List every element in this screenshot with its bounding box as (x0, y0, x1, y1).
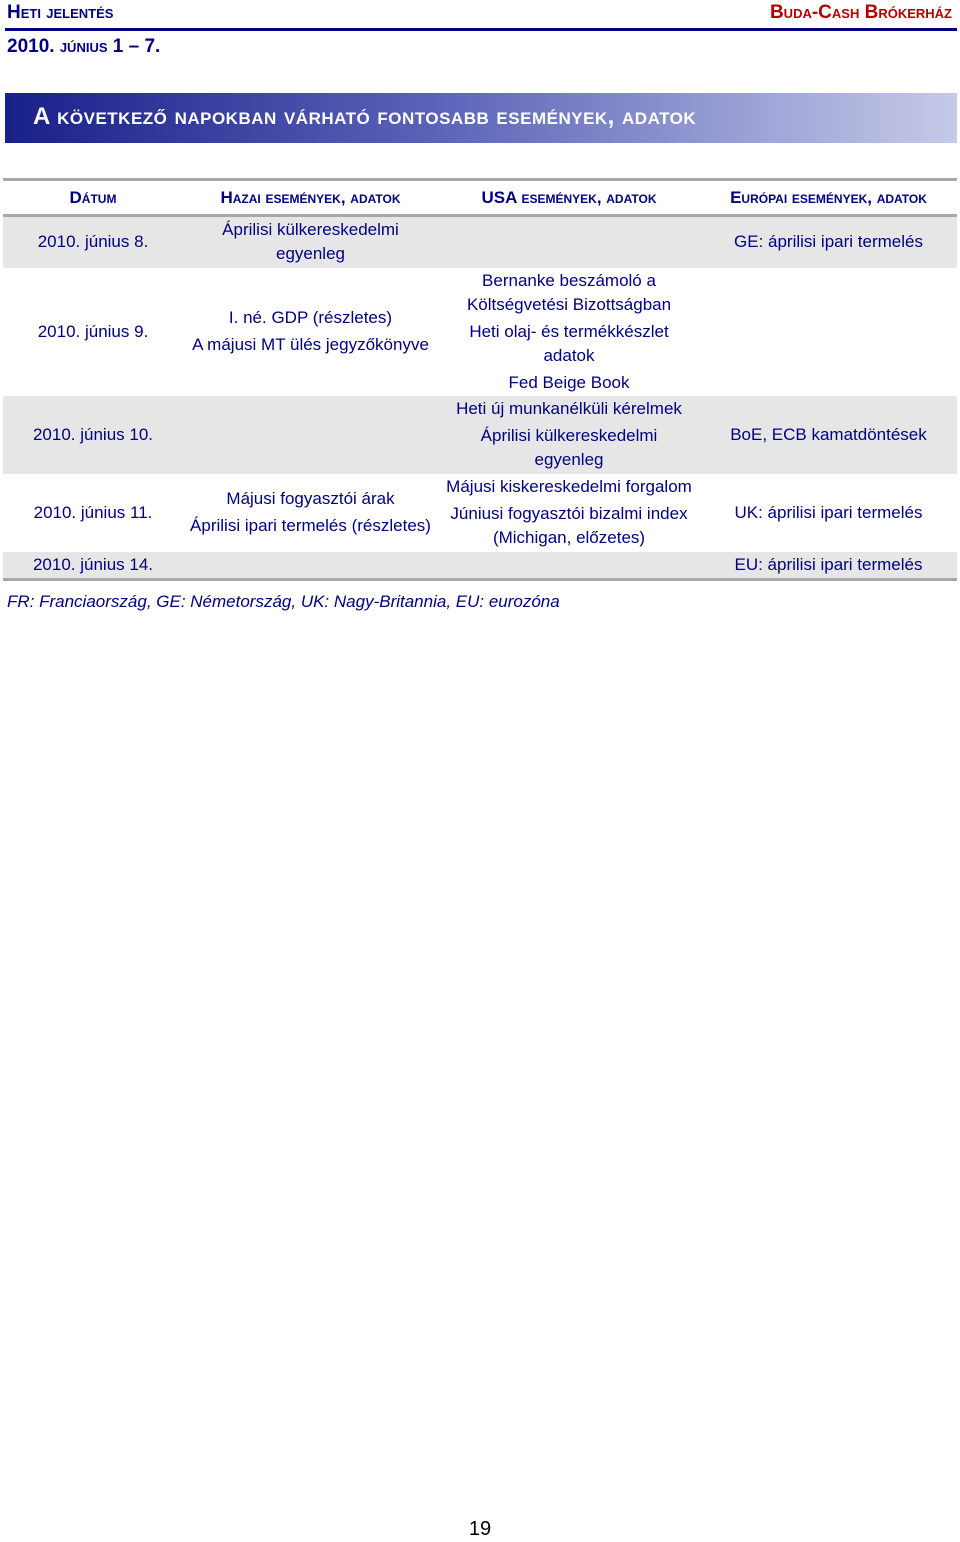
section-title: A következő napokban várható fontosabb események, adatok (33, 103, 697, 130)
event-text: adatok (543, 345, 595, 365)
header-europe: Európai események, adatok (700, 180, 957, 216)
row-europe (700, 216, 957, 268)
event-text: Költségvetési Bizottságban (466, 294, 672, 314)
row-usa (438, 216, 700, 268)
row-europe (700, 268, 957, 396)
event-text: Áprilisi külkereskedelmi (480, 426, 658, 445)
row-domestic (183, 268, 438, 396)
table-row (3, 474, 957, 552)
row-date: 2010. június 8. (3, 216, 183, 268)
event-text: I. né. GDP (részletes) (228, 308, 393, 327)
report-title: Heti jelentés (7, 2, 114, 23)
event-text: Heti új munkanélküli kérelmek (456, 399, 682, 418)
table-row (3, 552, 957, 580)
event-text: egyenleg (275, 244, 345, 264)
event-text: Májusi fogyasztói árak (226, 489, 395, 508)
row-domestic (183, 552, 438, 580)
row-usa (438, 396, 700, 474)
report-date-range: 2010. június 1 – 7. (7, 36, 161, 57)
table-row (3, 396, 957, 474)
event-text: Bernanke beszámoló a (482, 270, 656, 290)
event-text: UK: áprilisi ipari termelés (734, 502, 923, 522)
header-date: Dátum (3, 180, 183, 216)
event-text: Áprilisi ipari termelés (részletes) (190, 516, 431, 535)
events-table (3, 178, 957, 581)
event-text: Júniusi fogyasztói bizalmi index (450, 504, 688, 523)
event-text: egyenleg (534, 450, 604, 469)
row-date: 2010. június 11. (33, 502, 153, 522)
page-number: 19 (468, 1518, 492, 1540)
row-domestic (183, 216, 438, 268)
country-legend: FR: Franciaország, GE: Németország, UK: Nagy-Britannia, EU: eurozóna (7, 592, 560, 611)
event-text: A májusi MT ülés jegyzőkönyve (192, 335, 429, 354)
event-text: Fed Beige Book (508, 372, 630, 392)
row-date: 2010. június 14. (3, 552, 183, 580)
event-text: (Michigan, előzetes) (492, 528, 646, 547)
event-text: GE: áprilisi ipari termelés (734, 232, 923, 252)
header-rule (5, 28, 957, 31)
row-date: 2010. június 10. (3, 396, 183, 474)
header-domestic: Hazai események, adatok (183, 180, 438, 216)
row-usa (438, 474, 700, 552)
table-row (3, 216, 957, 268)
row-date: 2010. június 9. (37, 321, 149, 341)
event-text: Áprilisi külkereskedelmi (222, 220, 399, 240)
row-europe (700, 396, 957, 474)
company-name: Buda-Cash Brókerház (769, 2, 952, 23)
row-domestic (183, 474, 438, 552)
table-header-row (3, 180, 957, 216)
section-banner (5, 93, 957, 143)
row-usa (438, 268, 700, 396)
header-usa: USA események, adatok (438, 180, 700, 216)
row-europe (700, 552, 957, 580)
row-domestic (183, 396, 438, 474)
table-row (3, 268, 957, 396)
event-text: BoE, ECB kamatdöntések (730, 424, 927, 444)
event-text: EU: áprilisi ipari termelés (734, 554, 923, 574)
row-usa (438, 552, 700, 580)
row-europe (700, 474, 957, 552)
event-text: Heti olaj- és termékkészlet (469, 321, 669, 341)
event-text: Májusi kiskereskedelmi forgalom (446, 477, 692, 496)
